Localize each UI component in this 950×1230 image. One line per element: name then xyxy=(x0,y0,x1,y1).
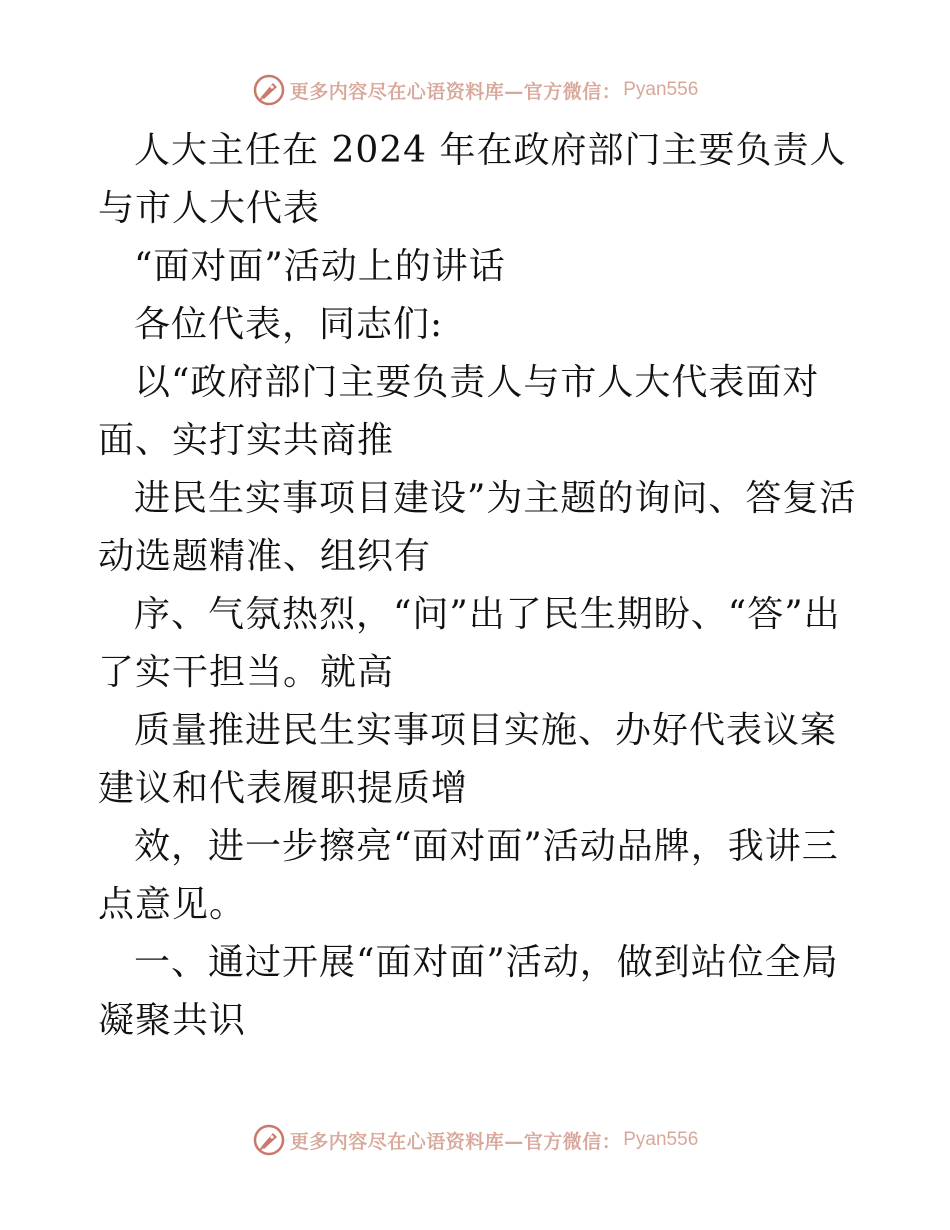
watermark-text: 更多内容尽在心语资料库—官方微信： xyxy=(289,1130,622,1153)
pen-nib-logo-icon xyxy=(252,1123,286,1157)
watermark-wechat-id: Pyan556 xyxy=(623,1129,699,1150)
paragraph: 以“政府部门主要负责人与市人大代表面对面、实打实共商推 xyxy=(98,362,820,461)
paragraph: 进民生实事项目建设”为主题的询问、答复活动选题精准、组织有 xyxy=(98,478,857,577)
paragraph: 序、气氛热烈，“问”出了民生期盼、“答”出了实干担当。就高 xyxy=(98,594,841,693)
paragraph-salutation: 各位代表，同志们: xyxy=(134,304,444,345)
paragraph: 效，进一步擦亮“面对面”活动品牌，我讲三点意见。 xyxy=(98,826,839,925)
watermark-banner-top xyxy=(0,70,950,110)
pen-nib-logo-icon xyxy=(252,73,286,107)
section-heading: 一、通过开展“面对面”活动，做到站位全局凝聚共识 xyxy=(98,942,839,1041)
paragraph-title-line-2: “面对面”活动上的讲话 xyxy=(134,246,506,287)
document-body xyxy=(98,122,858,1050)
watermark-text: 更多内容尽在心语资料库—官方微信： xyxy=(289,80,622,103)
paragraph: 质量推进民生实事项目实施、办好代表议案建议和代表履职提质增 xyxy=(98,710,838,809)
watermark-wechat-id: Pyan556 xyxy=(623,79,699,100)
paragraph-title-line-1: 人大主任在 2024 年在政府部门主要负责人与市人大代表 xyxy=(98,130,847,229)
watermark-banner-bottom xyxy=(0,1120,950,1160)
